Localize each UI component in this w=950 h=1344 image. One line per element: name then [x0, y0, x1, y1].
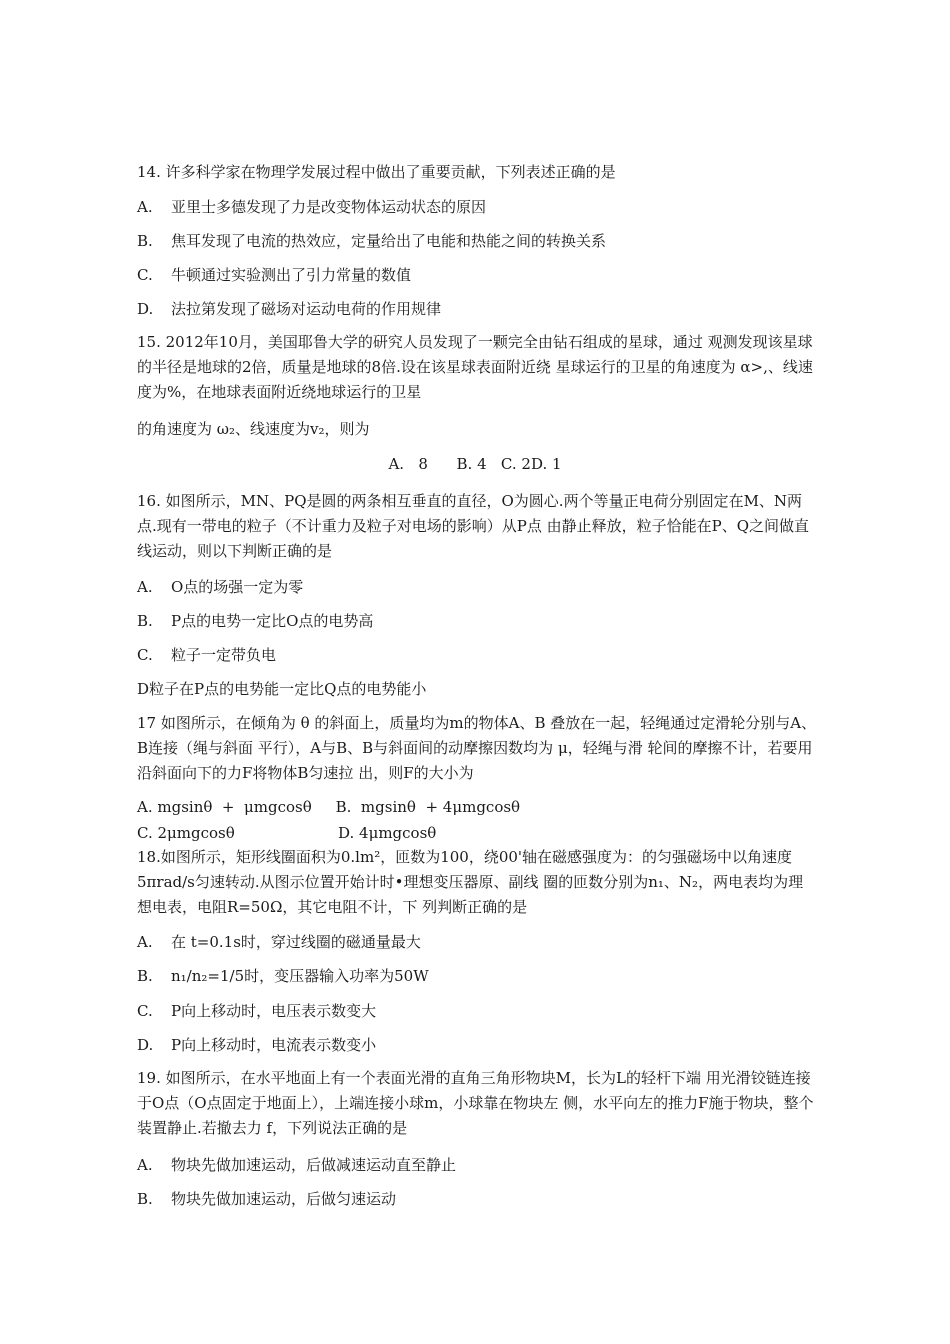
option-text: 牛顿通过实验测出了引力常量的数值: [171, 266, 412, 284]
option-text: 在 t=0.1s时，穿过线圈的磁通量最大: [171, 933, 421, 951]
option-label: D.: [137, 1036, 154, 1054]
q14-option-d: [137, 299, 441, 319]
q16-option-d: D粒子在P点的电势能一定比Q点的电势能小: [137, 680, 427, 698]
option-text: P点的电势一定比O点的电势高: [171, 612, 374, 630]
option-text: P向上移动时，电压表示数变大: [171, 1002, 377, 1020]
q15-options: A. 8 B. 4 C. 2D. 1: [388, 455, 562, 473]
option-text: O点的场强一定为零: [171, 578, 304, 596]
option-label: A.: [137, 1156, 153, 1174]
q18-stem: 18.如图所示，矩形线圈面积为0.lm²，匝数为100，绕00'轴在磁感强度为：的匀强磁场中以角速度5πrad/s匀速转动.从图示位置开始计时•理想变压器原、副线 圈的匝数分别为n₁、N₂，两电表均为理想电表，电阻R=50Ω，其它电阻不计，下 列判断正确的是: [137, 848, 804, 916]
q18-option-c: [137, 1001, 376, 1021]
q14-option-a: [137, 197, 486, 217]
option-text: P向上移动时，电流表示数变小: [171, 1036, 377, 1054]
option-label: D.: [137, 300, 154, 318]
option-text: 物块先做加速运动，后做减速运动直至静止: [171, 1156, 457, 1174]
option-text: 焦耳发现了电流的热效应，定量给出了电能和热能之间的转换关系: [171, 232, 607, 250]
option-label: B.: [137, 232, 153, 250]
option-text: n₁/n₂=1/5时，变压器输入功率为50W: [171, 967, 429, 985]
q16-option-a: [137, 577, 303, 597]
q17-option-c: C. 2μmgcosθ: [137, 824, 235, 842]
option-label: C.: [137, 1002, 153, 1020]
option-label: C.: [137, 646, 153, 664]
q17-stem: 17 如图所示，在倾角为 θ 的斜面上，质量均为m的物体A、B 叠放在一起，轻绳通过定滑轮分别与A、B连接（绳与斜面 平行），A与B、B与斜面间的动摩擦因数均为 μ，轻绳与滑 轮间的摩擦不计，若要用沿斜面向下的力F将物体B匀速拉 出，则F的大小为: [137, 714, 817, 782]
option-text: 粒子一定带负电: [171, 646, 277, 664]
option-text: 物块先做加速运动，后做匀速运动: [171, 1190, 397, 1208]
q15-stem: 15. 2012年10月，美国耶鲁大学的研究人员发现了一颗完全由钻石组成的星球，通过 观测发现该星球的半径是地球的2倍，质量是地球的8倍.设在该星球表面附近绕 星球运行的卫星的角速度为 α>,、线速度为%，在地球表面附近绕地球运行的卫星: [137, 333, 813, 401]
option-label: A.: [137, 933, 153, 951]
option-text: 亚里士多德发现了力是改变物体运动状态的原因: [171, 198, 487, 216]
q18-option-b: [137, 966, 429, 986]
option-label: C.: [137, 266, 153, 284]
q14-stem: 14. 许多科学家在物理学发展过程中做出了重要贡献，下列表述正确的是: [137, 163, 616, 181]
q16-option-c: [137, 645, 276, 665]
q17-option-d: D. 4μmgcosθ: [338, 824, 437, 842]
q16-option-b: [137, 611, 373, 631]
q18-option-d: [137, 1035, 376, 1055]
option-label: A.: [137, 198, 153, 216]
option-label: B.: [137, 1190, 153, 1208]
q15-stem-continued: 的角速度为 ω₂、线速度为v₂，则为: [137, 420, 370, 438]
option-label: B.: [137, 612, 153, 630]
q17-options-row1: A. mgsinθ + μmgcosθ B. mgsinθ + 4μmgcosθ: [137, 798, 521, 816]
option-label: A.: [137, 578, 153, 596]
option-label: B.: [137, 967, 153, 985]
q19-option-a: [137, 1155, 456, 1175]
q14-option-b: [137, 231, 606, 251]
q14-option-c: [137, 265, 411, 285]
q19-option-b: [137, 1189, 396, 1209]
q19-stem: 19. 如图所示，在水平地面上有一个表面光滑的直角三角形物块M，长为L的轻杆下端 用光滑铰链连接于O点（O点固定于地面上），上端连接小球m，小球靠在物块左 侧，水平向左的推力F施于物块，整个装置静止.若撤去力 f，下列说法正确的是: [137, 1069, 814, 1137]
q16-stem: 16. 如图所示，MN、PQ是圆的两条相互垂直的直径，O为圆心.两个等量正电荷分别固定在M、N两点.现有一带电的粒子（不计重力及粒子对电场的影响）从P点 由静止释放，粒子恰能在P、Q之间做直线运动，则以下判断正确的是: [137, 492, 810, 560]
option-text: 法拉第发现了磁场对运动电荷的作用规律: [171, 300, 442, 318]
q18-option-a: [137, 932, 421, 952]
